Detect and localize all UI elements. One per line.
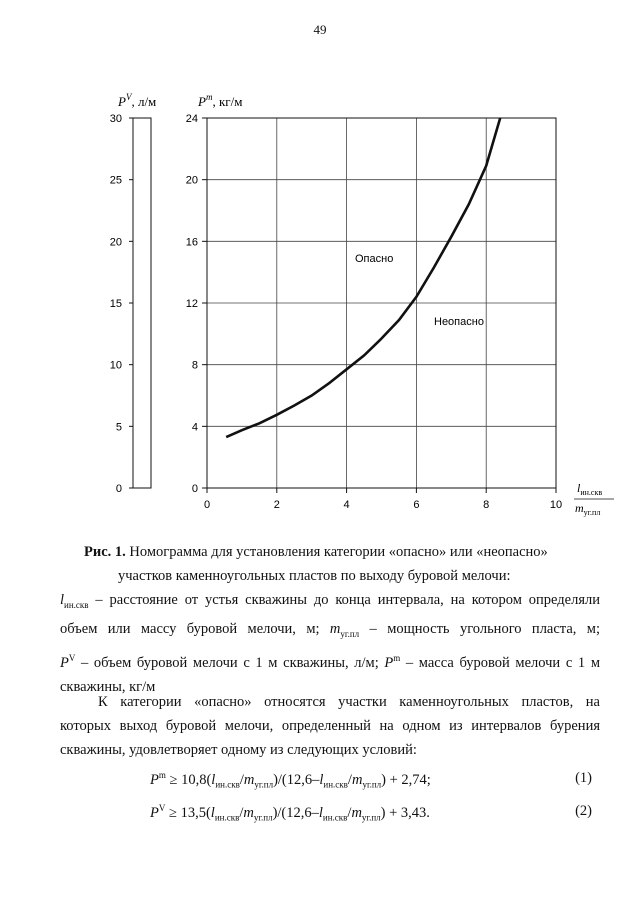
caption-line-5 <box>60 646 600 675</box>
annotation-dangerous: Опасно <box>355 253 394 265</box>
formula-1-expression: $P^m \ge 10,8(l_{ин.скв}/m_{уг.пл})/(12,6-l_{ин.скв}/m_{уг.пл}) + 2,74$; <box>150 770 431 790</box>
caption-pm-sup: m <box>393 652 401 663</box>
caption-line-2: участков каменноугольных пластов по выходу буровой мелочи: <box>118 568 511 584</box>
curve-series-line <box>226 118 500 437</box>
y-axis-label: $P^m$, кг/м <box>198 92 243 109</box>
caption-line5-b: – масса буровой мелочи с 1 м <box>400 654 600 671</box>
x-axis-label <box>574 481 614 517</box>
figure-caption <box>60 540 600 699</box>
x-tick-label: 4 <box>343 499 350 511</box>
left-tick-label: 0 <box>115 483 122 495</box>
x-axis-label-numerator: $l_{ин.скв}$ <box>577 481 603 497</box>
formula-1 <box>60 770 592 792</box>
x-tick-label: 0 <box>203 499 211 511</box>
caption-pm-sym: P <box>384 654 394 671</box>
grid-lines <box>207 118 556 488</box>
caption-line-1 <box>60 540 600 564</box>
caption-line4-a: объем или массу буровой мелочи, м; <box>60 620 330 637</box>
x-tick-label: 8 <box>483 499 490 511</box>
caption-l-sym: l <box>60 592 65 608</box>
nomogram-chart <box>0 80 640 520</box>
formula-2 <box>60 803 592 825</box>
caption-l-sub: ин.скв <box>64 599 89 610</box>
caption-line3-text: – расстояние от устья скважины до конца интервала, на котором определяли <box>88 592 600 608</box>
left-volume-axis <box>110 92 157 495</box>
y-tick-label: 8 <box>191 359 198 372</box>
caption-line-4 <box>60 617 600 646</box>
formula-1-number: (1) <box>575 770 592 786</box>
caption-line5-a: – объем буровой мелочи с 1 м скважины, л/м; <box>75 654 385 671</box>
paragraph-line-1: К категории «опасно» относятся участки каменноугольных пластов, на <box>98 694 600 710</box>
y-tick-label: 12 <box>185 298 198 310</box>
caption-line-3 <box>60 588 600 617</box>
caption-line4-b: – мощность угольного пласта, м; <box>359 620 600 637</box>
y-tick-label: 24 <box>185 113 198 125</box>
annotation-safe: Неопасно <box>434 316 484 328</box>
x-tick-label: 6 <box>413 499 420 511</box>
caption-pv-sup: V <box>68 652 76 663</box>
caption-m-sym: m <box>329 620 341 637</box>
paragraph-line-2: которых выход буровой мелочи, определенный на одном из интервалов бурения <box>60 718 600 734</box>
y-tick-label: 0 <box>191 483 198 495</box>
y-tick-label: 4 <box>191 421 198 434</box>
left-tick-label: 10 <box>109 359 122 372</box>
caption-pv-sym: P <box>60 654 69 671</box>
caption-line1-text: Номограмма для установления категории «опасно» или «неопасно» <box>129 544 548 560</box>
formula-2-expression: $P^V \ge 13,5(l_{ин.скв}/m_{уг.пл})/(12,6-l_{ин.скв}/m_{уг.пл}) + 3,43$. <box>150 803 430 823</box>
caption-m-sub: уг.пл <box>340 628 360 639</box>
caption-label: Рис. 1. <box>84 544 126 560</box>
x-tick-label: 2 <box>273 499 280 511</box>
left-tick-label: 15 <box>109 298 122 310</box>
caption-line-6: скважины, кг/м <box>60 678 156 695</box>
body-paragraph <box>60 690 600 762</box>
plot-area <box>186 92 614 517</box>
paragraph-line-3: скважины, удовлетворяет одному из следующих условий: <box>60 742 417 758</box>
formula-2-number: (2) <box>575 803 592 819</box>
y-tick-label: 16 <box>185 236 198 249</box>
left-tick-label: 20 <box>109 236 122 249</box>
left-axis-label: $P^V$, л/м <box>118 92 157 109</box>
x-axis-label-denominator: $m_{уг.пл}$ <box>575 501 601 517</box>
page-number: 49 <box>313 22 327 37</box>
left-tick-label: 5 <box>115 421 122 434</box>
left-tick-label: 30 <box>109 113 122 125</box>
left-tick-label: 25 <box>109 174 122 187</box>
x-tick-label: 10 <box>549 499 563 511</box>
y-tick-label: 20 <box>185 174 198 187</box>
